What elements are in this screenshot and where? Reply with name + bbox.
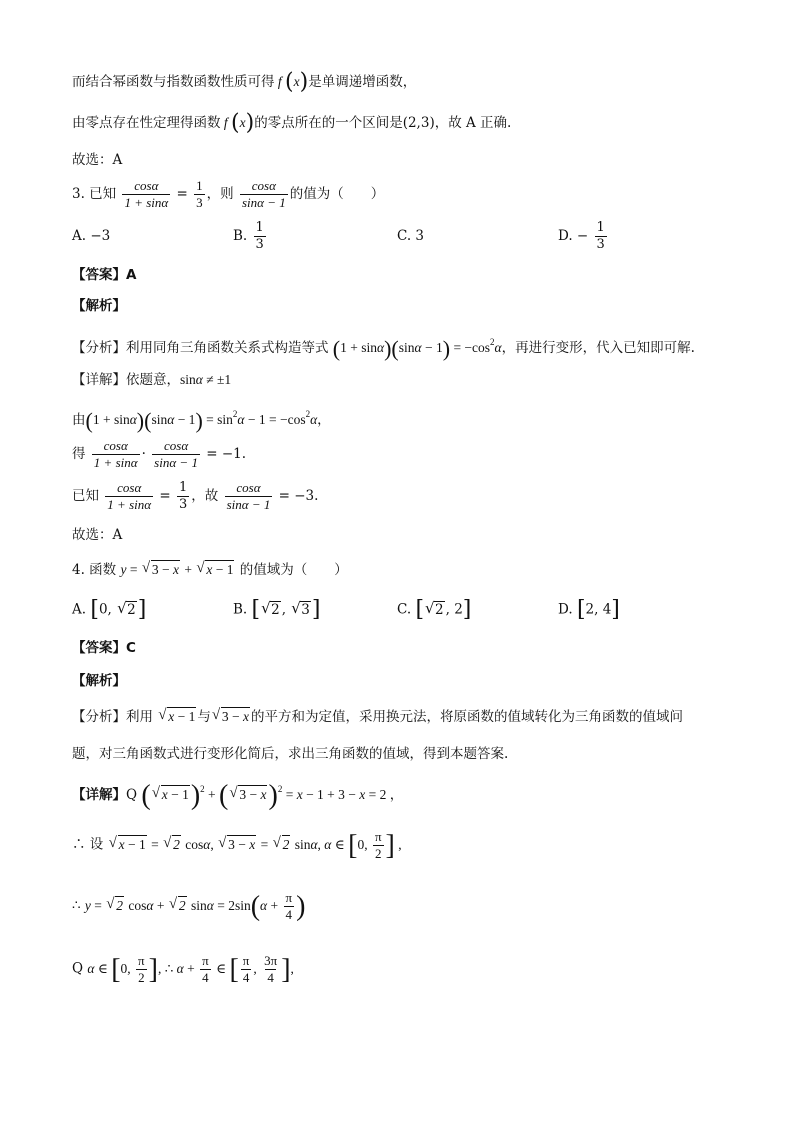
question-3: 3. 已知 $\frac{\cos\alpha}{1 + \sin\alpha}$ = $\frac{1}{3}$ ，则 $\frac{\cos\alpha}{\sin\alpha - 1}$ 的值为（ ） <box>72 178 385 210</box>
q3-option-c: C. 3 <box>397 228 425 244</box>
q4-option-a: A. [0, √ 2] <box>72 600 146 620</box>
detail-3-line4: 已知 $\frac{\cos\alpha}{1 + \sin\alpha}$ = $\frac{1}{3}$ ，故 $\frac{\cos\alpha}{\sin\alpha - 1}$ = −3. <box>72 480 319 512</box>
select-answer-a: 故选：A <box>72 152 123 168</box>
q4-option-c: C. [√ 2 , 2] <box>397 600 471 620</box>
detail-4-line1: 【详解】Q (√ x − 1)$^2$ + (√ 3 − x)$^2$ = x − 1 + 3 − x = 2 ， <box>72 779 403 808</box>
text-line-zero-point: 由零点存在性定理得函数 f (x)的零点所在的一个区间是(2,3)，故 A 正确. <box>72 110 512 136</box>
q4-option-d: D. [2, 4] <box>558 597 620 622</box>
analysis-4-line1: 【分析】利用 √ x − 1 与√ 3 − x 的平方和为定值，采用换元法，将原函数的值域转化为三角函数的值域问 <box>72 707 683 727</box>
question-4: 4. 函数 y = √ 3 − x + √ x − 1 的值域为（ ） <box>72 560 348 580</box>
analysis-3: 【分析】利用同角三角函数关系式构造等式 $(1 + \sin\alpha)(\sin\alpha - 1) = -\cos^2\alpha$，再进行变形，代入已知即可解. <box>72 335 695 361</box>
q3-option-a: A. −3 <box>72 228 111 244</box>
detail-4-line4: Q α ∈ [0, $\frac{\pi}{2}$ ], ∴ α + $\frac{\pi}{4}$ ∈ [ $\frac{\pi}{4}$ , $\frac{3\pi}{4}$ ], <box>72 953 294 985</box>
text-line-monotonic: 而结合幂函数与指数函数性质可得 f (x)是单调递增函数， <box>72 69 417 95</box>
detail-3-line2: 由$(1 + \sin\alpha)(\sin\alpha - 1) = \sin^2\alpha - 1 = -\cos^2\alpha$， <box>72 407 331 433</box>
detail-3-line1: 【详解】依题意，sinα ≠ ±1 <box>72 372 232 388</box>
q3-option-b: B. $\frac{1}{3}$ <box>233 220 264 252</box>
detail-4-line3: ∴ y = √ 2 cosα + √ 2 sinα = 2sin(α + $\frac{\pi}{4}$ ) <box>72 890 305 923</box>
analysis-4-line2: 题，对三角函数式进行变形化简后，求出三角函数的值域，得到本题答案. <box>72 746 509 762</box>
analysis-heading-4: 【解析】 <box>72 673 126 689</box>
detail-4-line2: ∴ 设 √ x − 1 = √ 2 cosα, √ 3 − x = √ 2 sinα, α ∈ [0, $\frac{\pi}{2}$ ] , <box>72 829 402 862</box>
select-answer-3: 故选：A <box>72 527 123 543</box>
answer-3: 【答案】A <box>72 267 137 283</box>
q4-option-b: B. [√ 2 , √ 3] <box>233 600 320 620</box>
answer-4: 【答案】C <box>72 640 136 656</box>
q3-option-d: D. − $\frac{1}{3}$ <box>558 220 605 252</box>
analysis-heading-3: 【解析】 <box>72 298 126 314</box>
detail-3-line3: 得 $\frac{\cos\alpha}{1 + \sin\alpha}$ · $\frac{\cos\alpha}{\sin\alpha - 1}$ = −1. <box>72 438 247 470</box>
